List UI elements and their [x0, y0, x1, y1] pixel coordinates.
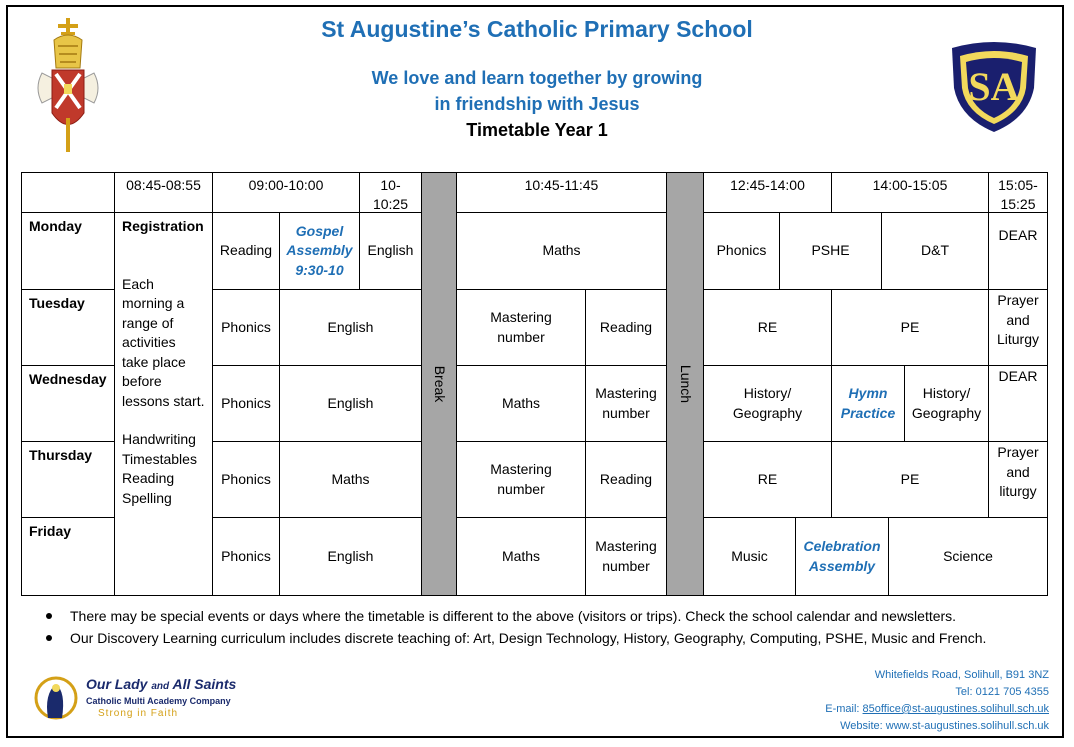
lesson-cell: PE	[831, 289, 989, 366]
time-header: 08:45-08:55	[114, 172, 213, 213]
time-header: 09:00-10:00	[212, 172, 360, 213]
lesson-cell: Mastering number	[456, 289, 586, 366]
day-label: Monday	[21, 212, 115, 290]
lesson-cell: Mastering number	[585, 365, 667, 442]
note-item: Our Discovery Learning curriculum includes discrete teaching of: Art, Design Technology, History, Geography, Computing, PSHE, Music and French.	[42, 628, 986, 648]
lunch-column	[666, 172, 704, 596]
address: Whitefields Road, Solihull, B91 3NZ	[874, 669, 1049, 681]
lesson-cell: DEAR	[988, 212, 1048, 290]
telephone: Tel: 0121 705 4355	[955, 686, 1049, 698]
registration-activities: Handwriting Timestables Reading Spelling	[122, 431, 197, 506]
registration-heading: Registration	[122, 218, 204, 234]
lesson-cell: RE	[703, 441, 832, 518]
lesson-cell: PE	[831, 441, 989, 518]
registration-cell	[114, 212, 213, 596]
lesson-cell: English	[359, 212, 422, 290]
lesson-cell: Celebration Assembly	[795, 517, 889, 596]
day-label: Tuesday	[21, 289, 115, 366]
school-name: St Augustine’s Catholic Primary School	[321, 16, 753, 42]
time-header: 10:45-11:45	[456, 172, 667, 213]
lesson-cell: D&T	[881, 212, 989, 290]
lesson-cell: Phonics	[212, 517, 280, 596]
lesson-cell: Maths	[456, 365, 586, 442]
lesson-cell: Maths	[279, 441, 422, 518]
email-link[interactable]: 85office@st-augustines.solihull.sch.uk	[862, 703, 1049, 715]
lesson-cell: Maths	[456, 212, 667, 290]
day-label: Friday	[21, 517, 115, 596]
lesson-cell: History/ Geography	[904, 365, 989, 442]
day-label: Wednesday	[21, 365, 115, 442]
lesson-cell: DEAR	[988, 365, 1048, 442]
time-header: 10-10:25	[359, 172, 422, 213]
lesson-cell: Phonics	[212, 441, 280, 518]
lesson-cell: History/ Geography	[703, 365, 832, 442]
lesson-cell: Reading	[212, 212, 280, 290]
svg-text:SA: SA	[968, 64, 1020, 109]
lesson-cell: English	[279, 289, 422, 366]
lesson-cell: Hymn Practice	[831, 365, 905, 442]
lesson-cell: PSHE	[779, 212, 882, 290]
lesson-cell: Mastering number	[585, 517, 667, 596]
lesson-cell: Phonics	[703, 212, 780, 290]
email-label: E-mail:	[825, 703, 860, 715]
lesson-cell: Phonics	[212, 365, 280, 442]
lesson-cell: Phonics	[212, 289, 280, 366]
corner-cell	[21, 172, 115, 213]
notes-list	[42, 606, 986, 650]
time-header: 14:00-15:05	[831, 172, 989, 213]
registration-text: Each morning a range of activities take place before lessons start.	[122, 275, 205, 409]
break-column	[421, 172, 457, 596]
lunch-label: Lunch	[677, 364, 694, 404]
break-label: Break	[431, 365, 448, 403]
lesson-cell: RE	[703, 289, 832, 366]
lesson-cell: Reading	[585, 289, 667, 366]
motto-line-2: in friendship with Jesus	[434, 94, 640, 114]
lesson-cell: English	[279, 365, 422, 442]
lesson-cell: English	[279, 517, 422, 596]
lesson-cell: Maths	[456, 517, 586, 596]
lesson-cell: Prayer and liturgy	[988, 441, 1048, 518]
time-header: 12:45-14:00	[703, 172, 832, 213]
lesson-cell: Gospel Assembly 9:30-10	[279, 212, 360, 290]
lesson-cell: Music	[703, 517, 796, 596]
lesson-cell: Reading	[585, 441, 667, 518]
academy-company-text: Our Lady and All Saints Catholic Multi Academy Company Strong in Faith	[86, 676, 237, 719]
website-link[interactable]: Website: www.st-augustines.solihull.sch.uk	[840, 720, 1049, 732]
day-label: Thursday	[21, 441, 115, 518]
lesson-cell: Science	[888, 517, 1048, 596]
lesson-cell: Prayer and Liturgy	[988, 289, 1048, 366]
note-item: There may be special events or days where the timetable is different to the above (visitors or trips). Check the school calendar and newsletters.	[42, 606, 986, 626]
motto-line-1: We love and learn together by growing	[371, 68, 703, 88]
time-header: 15:05-15:25	[988, 172, 1048, 213]
school-contact	[825, 667, 1049, 735]
page-subtitle: Timetable Year 1	[466, 120, 608, 140]
lesson-cell: Mastering number	[456, 441, 586, 518]
